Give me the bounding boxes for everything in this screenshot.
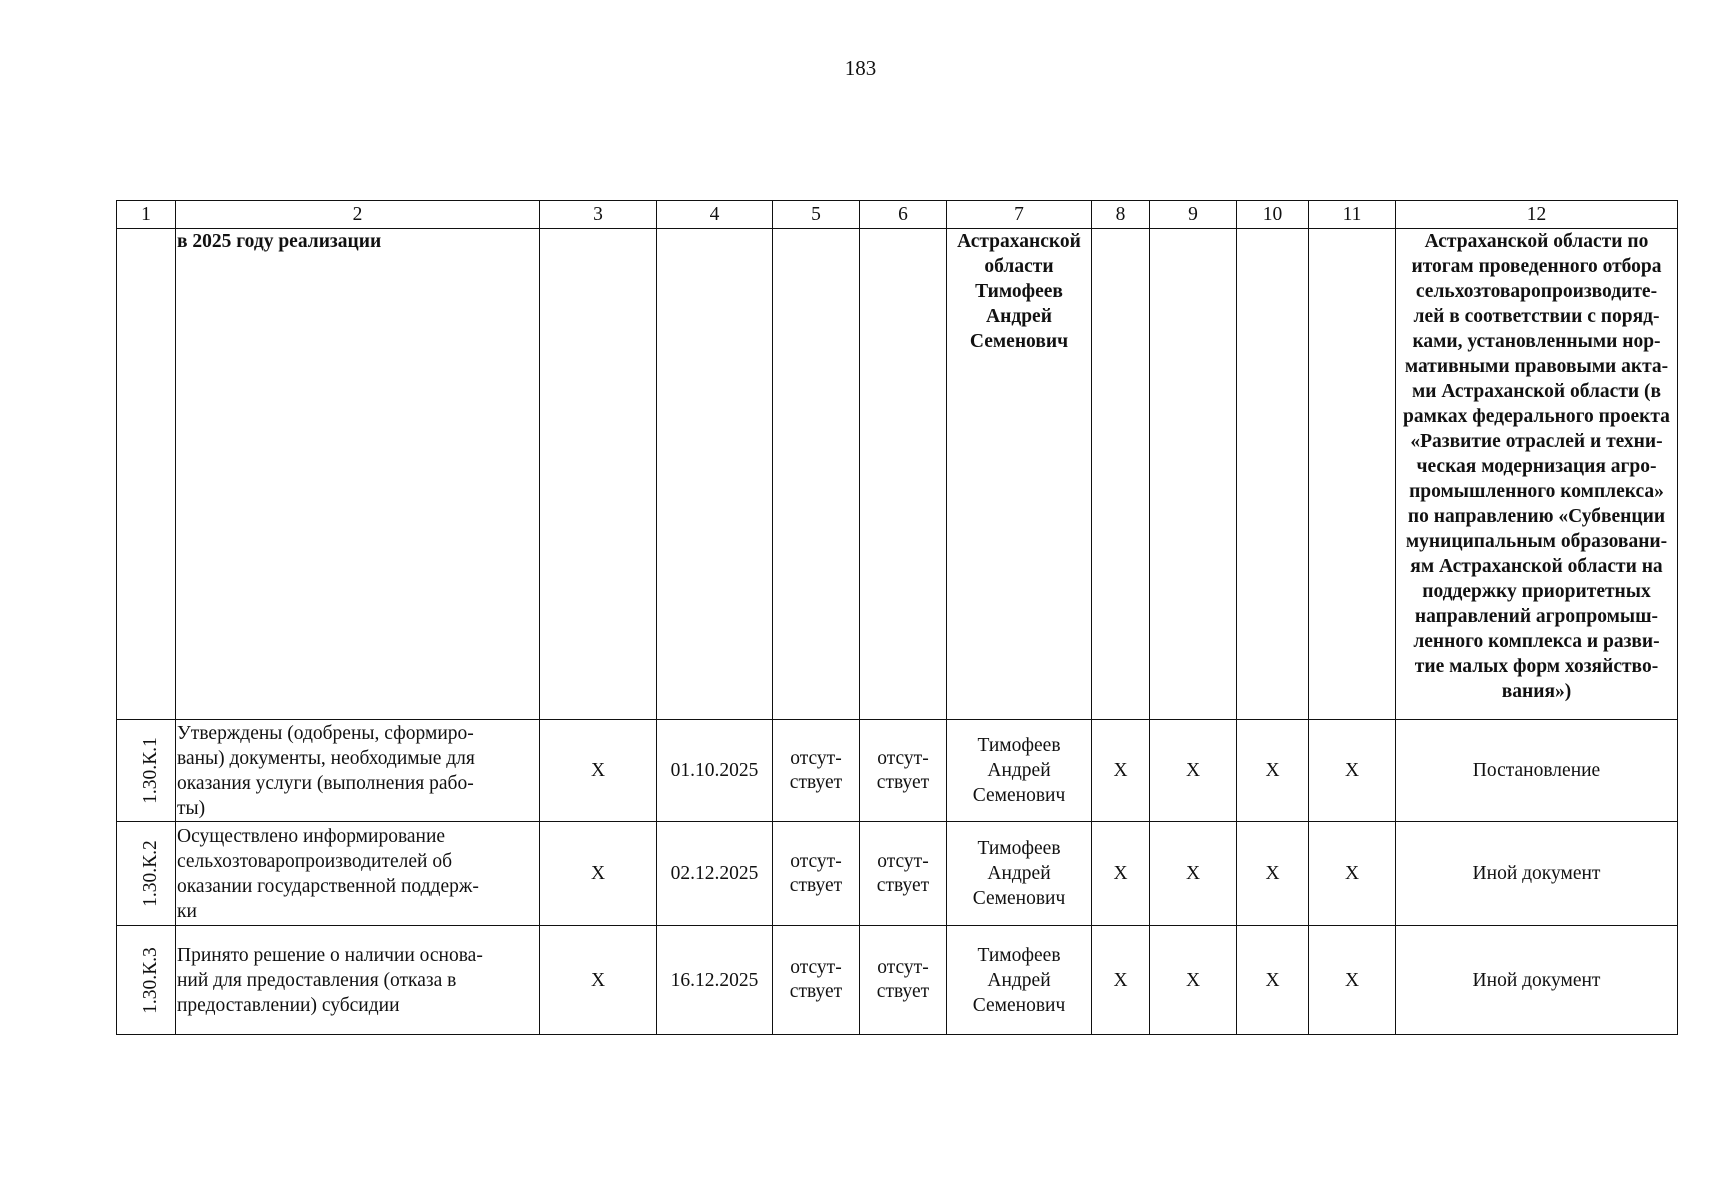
mark-cell: X <box>1092 720 1150 822</box>
responsible-line: Семенович <box>972 785 1066 806</box>
mark-cell: X <box>1150 822 1237 926</box>
status-line: отсут- <box>790 850 842 872</box>
responsible-line: Семенович <box>972 994 1066 1016</box>
document-line: ям Астраханской области на <box>1410 556 1663 577</box>
status-cell <box>773 926 860 1035</box>
document-line: лей в соответствии с поряд- <box>1413 306 1660 327</box>
document-line: ми Астраханской области (в <box>1411 381 1662 402</box>
table-cell <box>1309 229 1396 720</box>
responsible-line: Андрей <box>986 306 1052 327</box>
document-line: вания») <box>1501 681 1572 702</box>
document-line: мативными правовыми акта- <box>1404 356 1669 377</box>
header-cell: 1 <box>117 201 176 229</box>
responsible-line: Тимофеев <box>975 281 1063 302</box>
document-cell: Постановление <box>1396 720 1678 822</box>
description-line: Принято решение о наличии основа- <box>177 944 483 966</box>
date-cell: 02.12.2025 <box>657 822 773 926</box>
mark-cell: X <box>540 822 657 926</box>
description-text: в 2025 году реализации <box>177 231 382 252</box>
description-line: Утверждены (одобрены, сформиро- <box>177 722 474 744</box>
responsible-line: Семенович <box>969 331 1069 352</box>
date-cell: 01.10.2025 <box>657 720 773 822</box>
description-line: Осуществлено информирование <box>177 825 446 847</box>
table-cell <box>540 229 657 720</box>
code-cell <box>117 822 176 926</box>
status-line: отсут- <box>790 747 842 769</box>
responsible-cell <box>947 926 1092 1035</box>
responsible-cell <box>947 822 1092 926</box>
table-row <box>117 926 1678 1035</box>
responsible-line: Тимофеев <box>977 838 1061 859</box>
table-cell <box>1150 229 1237 720</box>
document-line: итогам проведенного отбора <box>1411 256 1662 277</box>
mark-cell: X <box>1237 720 1309 822</box>
mark-cell: X <box>1309 822 1396 926</box>
data-table <box>116 200 1678 1035</box>
description-line: оказании государственной поддерж- <box>177 875 479 897</box>
mark-cell: X <box>1309 926 1396 1035</box>
table-cell <box>773 229 860 720</box>
document-line: ленного комплекса и разви- <box>1413 631 1660 652</box>
responsible-line: Тимофеев <box>977 944 1061 966</box>
status-line: ствует <box>789 874 843 896</box>
row-code: 1.30.К.2 <box>139 840 161 907</box>
status-line: отсут- <box>877 850 929 872</box>
status-line: отсут- <box>877 957 929 978</box>
mark-cell: X <box>1237 822 1309 926</box>
description-line: ний для предоставления (отказа в <box>177 969 457 991</box>
table-cell <box>1092 229 1150 720</box>
mark-cell: X <box>1309 720 1396 822</box>
description-line: оказания услуги (выполнения рабо- <box>177 772 474 794</box>
status-line: отсут- <box>877 747 929 769</box>
row-code: 1.30.К.1 <box>139 737 161 804</box>
mark-cell: X <box>1237 926 1309 1035</box>
responsible-cell <box>947 229 1092 720</box>
document-cell: Иной документ <box>1396 926 1678 1035</box>
description-cell <box>176 229 540 720</box>
mark-cell: X <box>1092 926 1150 1035</box>
header-cell: 8 <box>1092 201 1150 229</box>
date-cell: 16.12.2025 <box>657 926 773 1035</box>
responsible-line: области <box>984 256 1054 277</box>
document-line: муниципальным образовани- <box>1405 531 1668 552</box>
description-line: предоставлении) субсидии <box>177 994 400 1016</box>
responsible-line: Тимофеев <box>977 735 1061 756</box>
description-line: ки <box>177 900 197 922</box>
document-line: тие малых форм хозяйство- <box>1414 656 1659 677</box>
continuation-row <box>117 229 1678 720</box>
description-cell <box>176 822 540 926</box>
document-line: промышленного комплекса» <box>1409 481 1664 502</box>
document-cell <box>1396 229 1678 720</box>
header-cell: 5 <box>773 201 860 229</box>
table-cell <box>657 229 773 720</box>
responsible-cell <box>947 720 1092 822</box>
document-line: поддержку приоритетных <box>1422 581 1651 602</box>
table-cell <box>1237 229 1309 720</box>
mark-cell: X <box>1150 720 1237 822</box>
responsible-line: Семенович <box>972 888 1066 909</box>
code-cell <box>117 926 176 1035</box>
header-cell: 3 <box>540 201 657 229</box>
header-cell: 2 <box>176 201 540 229</box>
document-line: направлений агропромыш- <box>1414 606 1659 627</box>
header-cell: 12 <box>1396 201 1678 229</box>
mark-cell: X <box>540 926 657 1035</box>
document-line: по направлению «Субвенции <box>1407 506 1666 527</box>
mark-cell: X <box>1092 822 1150 926</box>
status-cell <box>860 926 947 1035</box>
document-line: ками, установленными нор- <box>1412 331 1661 352</box>
description-cell <box>176 720 540 822</box>
document-line: «Развитие отраслей и техни- <box>1410 431 1663 452</box>
responsible-line: Астраханской <box>957 231 1081 252</box>
table-row <box>117 720 1678 822</box>
responsible-line: Андрей <box>987 863 1051 884</box>
header-cell: 4 <box>657 201 773 229</box>
status-cell <box>773 822 860 926</box>
table-cell <box>860 229 947 720</box>
header-row <box>117 201 1678 229</box>
status-line: ствует <box>789 981 843 1002</box>
description-cell <box>176 926 540 1035</box>
status-line: отсут- <box>790 957 842 978</box>
status-line: ствует <box>789 771 843 793</box>
status-cell <box>773 720 860 822</box>
responsible-line: Андрей <box>987 760 1051 781</box>
responsible-line: Андрей <box>987 969 1051 991</box>
document-line: Астраханской области по <box>1424 231 1649 252</box>
header-cell: 7 <box>947 201 1092 229</box>
table-row <box>117 822 1678 926</box>
status-cell <box>860 822 947 926</box>
status-line: ствует <box>876 981 930 1002</box>
code-cell <box>117 229 176 720</box>
mark-cell: X <box>540 720 657 822</box>
header-cell: 10 <box>1237 201 1309 229</box>
status-line: ствует <box>876 874 930 896</box>
page-number: 183 <box>844 56 877 80</box>
document-line: сельхозтоваропроизводите- <box>1415 281 1658 302</box>
status-cell <box>860 720 947 822</box>
status-line: ствует <box>876 771 930 793</box>
description-line: ваны) документы, необходимые для <box>177 747 475 769</box>
row-code: 1.30.К.3 <box>139 946 161 1014</box>
description-line: ты) <box>177 797 206 819</box>
header-cell: 11 <box>1309 201 1396 229</box>
document-line: рамках федерального проекта <box>1403 406 1670 427</box>
header-cell: 9 <box>1150 201 1237 229</box>
header-cell: 6 <box>860 201 947 229</box>
document-line: ческая модернизация агро- <box>1416 456 1657 477</box>
mark-cell: X <box>1150 926 1237 1035</box>
document-cell: Иной документ <box>1396 822 1678 926</box>
code-cell <box>117 720 176 822</box>
description-line: сельхозтоваропроизводителей об <box>177 850 452 872</box>
